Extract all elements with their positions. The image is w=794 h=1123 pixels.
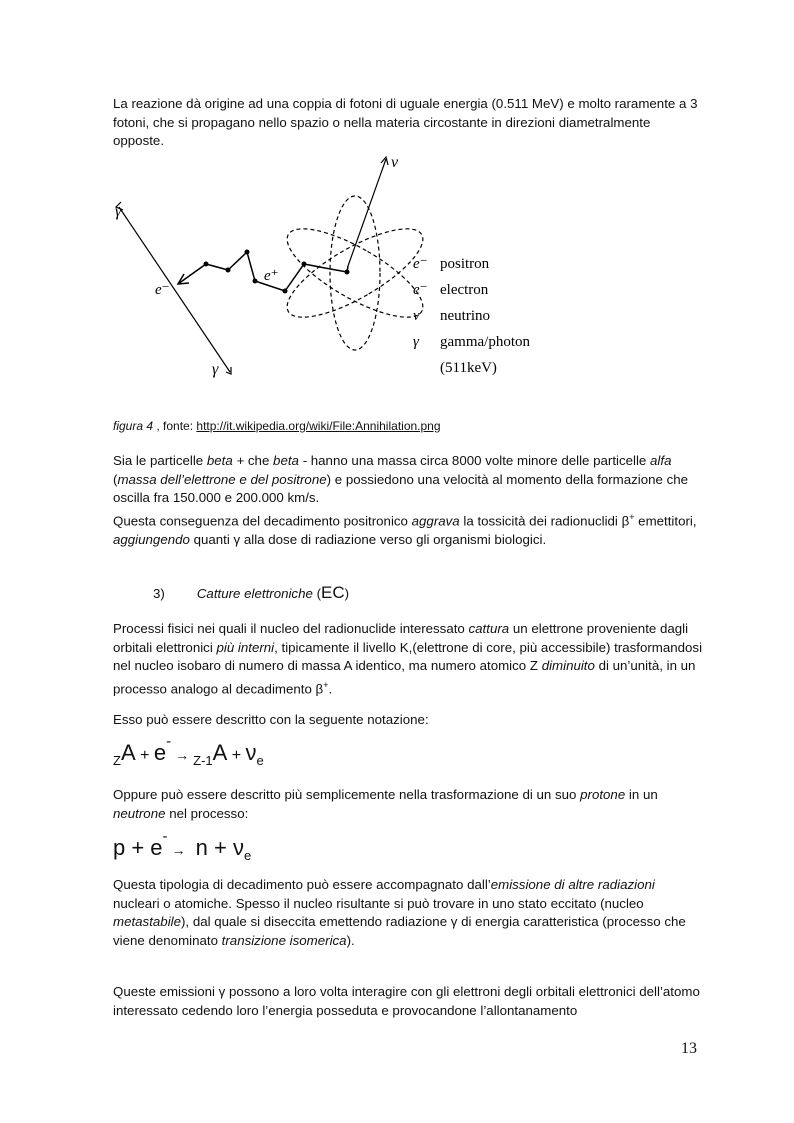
page-number: 13 (681, 1040, 697, 1057)
eq1-plus1: + (135, 747, 154, 764)
p2-t2: che (244, 453, 274, 468)
p2-i1: beta + (206, 453, 245, 468)
p4-i3: diminuito (541, 658, 595, 674)
eq2-minus: - (162, 828, 168, 845)
figure-caption (113, 418, 441, 434)
legend-sym-3: γ (413, 334, 419, 350)
eq1-a: A (120, 740, 136, 765)
p2-i2: beta - (273, 453, 308, 468)
p3-i1: aggrava (411, 513, 460, 529)
eq1-nu-sub: e (256, 753, 264, 768)
beta-paragraph (113, 452, 703, 549)
positron-label: e⁺ (264, 268, 279, 284)
eq1-a2: A (212, 740, 228, 765)
figure-legend (413, 256, 530, 376)
intro-paragraph: La reazione dà origine ad una coppia di fotoni di uguale energia (0.511 MeV) e molto raramente a 3 fotoni, che si propagano nello spazio o nella materia circostante in direzioni diametralmente opposte. (113, 96, 698, 149)
eq2-arrow: → (171, 842, 186, 858)
annihilation-figure (105, 150, 565, 390)
p7-t3: ), dal quale si diseccita emettendo radiazione γ di energia caratteristica (processo che viene denominato (113, 914, 686, 948)
p2-t3: hanno una massa circa 8000 volte minore delle particelle (307, 453, 651, 468)
p2-i3: alfa (650, 453, 672, 468)
p3-t2: la tossicità dei radionuclidi β (459, 513, 630, 529)
p4-t1: Processi fisici nei quali il nucleo del radionuclide interessato (113, 621, 469, 636)
p4-i1: cattura (468, 621, 510, 636)
neutrino-label: ν (391, 154, 399, 171)
heading-number: 3) (153, 586, 165, 601)
p3-i2: aggiungendo (113, 531, 190, 547)
p4-t4: di un’unità, in un processo analogo al decadimento β (113, 658, 696, 697)
p7-t2: nucleari o atomiche. Spesso il nucleo risultante si può trovare in uno stato eccitato (nucleo (113, 895, 644, 911)
p4-i2: più interni (216, 639, 275, 655)
legend-sym-2: ν (413, 308, 420, 324)
p3-t3: emettitori, (634, 513, 697, 529)
p4-t5: . (328, 681, 333, 697)
neutrino-line (348, 159, 386, 266)
caption-italic: figura 4 (113, 419, 154, 433)
p3-sup: + (629, 511, 635, 522)
equation-capture-notation (113, 733, 264, 768)
p7-i2: metastabile (113, 914, 181, 930)
section-heading (153, 584, 743, 604)
eq1-arrow: → (175, 747, 190, 763)
p2-i4: massa dell’elettrone e del positrone (117, 471, 327, 487)
legend-text-0: positron (440, 256, 490, 272)
eq1-z: Z (113, 753, 121, 768)
emission-paragraph (113, 876, 703, 950)
capture-paragraph (113, 620, 703, 699)
atom-orbits (276, 196, 434, 350)
p3-t4: quanti γ alla dose di radiazione verso gli organismi biologici. (189, 531, 547, 547)
eq2-nu: ν (232, 835, 244, 860)
p2-t1: Sia le particelle (113, 453, 207, 468)
gamma-emission-paragraph: Queste emissioni γ possono a loro volta interagire con gli elettroni degli orbitali elettronici dell’atomo interessato cedendo loro l’energia posseduta e provocandone l’allontanamento (113, 984, 700, 1018)
gamma-ray-line (119, 207, 230, 372)
heading-close: ) (344, 586, 350, 601)
legend-text-3: gamma/photon (440, 334, 530, 350)
legend-text-2: neutrino (440, 308, 490, 324)
legend-sym-1: e⁻ (413, 282, 428, 298)
eq1-nu: ν (245, 740, 257, 765)
p6-t2: in un (625, 787, 658, 802)
caption-link[interactable]: http://it.wikipedia.org/wiki/File:Annihilation.png (196, 419, 441, 433)
eq2-p: p + e (113, 835, 163, 860)
gamma-top-label: γ (115, 203, 122, 220)
p2-t5: ) e possiedono una velocità al momento della formazione che oscilla fra 150.000 e 200.000 km/s. (113, 471, 689, 506)
eq1-plus2: + (227, 747, 246, 764)
eq1-z1: Z-1 (193, 753, 213, 768)
caption-text: , fonte: (153, 419, 197, 433)
p6-t1: Oppure può essere descritto più semplicemente nella trasformazione di un suo (113, 787, 581, 802)
p6-i1: protone (580, 787, 626, 802)
p4-t2: un elettrone proveniente dagli orbitali elettronici (113, 621, 689, 655)
p7-i1: emissione di altre radiazioni (490, 877, 655, 892)
eq1-minus: - (166, 733, 172, 750)
gamma-bottom-label: γ (212, 361, 219, 378)
p4-sup: + (323, 679, 329, 690)
heading-open: ( (312, 586, 321, 601)
positron-path (178, 252, 348, 291)
p7-t1: Questa tipologia di decadimento può essere accompagnato dall’ (113, 877, 491, 892)
p6-i2: neutrone (113, 805, 166, 821)
equation-proton-process (113, 828, 251, 863)
legend-text-1: electron (440, 282, 489, 298)
p6-t3: nel processo: (165, 805, 249, 821)
eq2-n: n + (189, 835, 233, 860)
heading-code: EC (321, 583, 345, 602)
heading-title: Catture elettroniche (196, 586, 313, 601)
electron-label: e⁻ (155, 282, 170, 298)
positron-arrow (178, 274, 189, 284)
eq1-e: e (153, 740, 167, 765)
p2-t4: ( (113, 471, 118, 487)
p3-t1: Questa conseguenza del decadimento positronico (113, 513, 412, 529)
p7-i3: transizione isomerica (221, 932, 347, 948)
p4-t3: , tipicamente il livello K,(elettrone di core, più accessibile) trasformandosi nel nucleo isobaro di numero di massa A identico, ma numero atomico Z (113, 639, 703, 674)
notation-intro: Esso può essere descritto con la seguente notazione: (113, 712, 429, 727)
p7-t4: ). (346, 932, 355, 948)
eq2-nu-sub: e (243, 848, 252, 863)
legend-sym-0: e⁻ (413, 256, 428, 272)
proton-paragraph (113, 786, 703, 823)
legend-extra: (511keV) (440, 360, 497, 376)
